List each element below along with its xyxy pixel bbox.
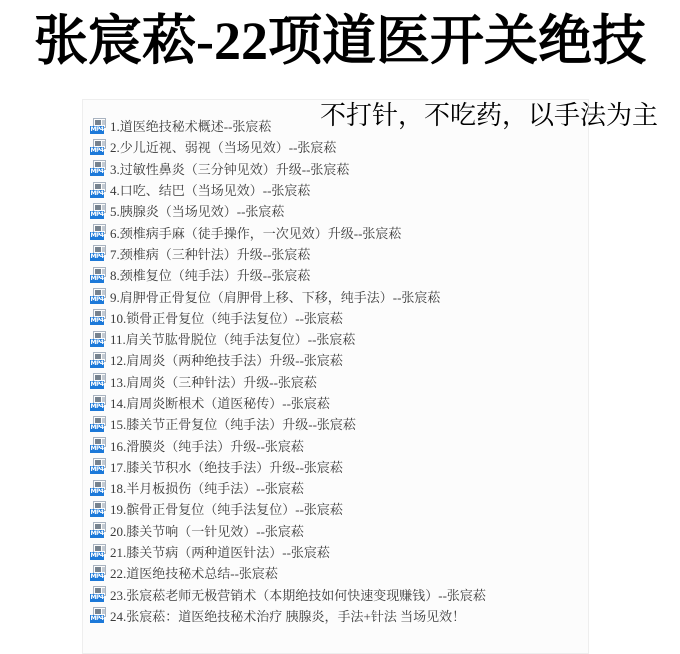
file-name: 4.口吃、结巴（当场见效）--张宸菘 bbox=[110, 183, 311, 199]
file-list-item[interactable] bbox=[90, 520, 588, 541]
file-name: 18.半月板损伤（纯手法）--张宸菘 bbox=[110, 481, 304, 497]
mp4-file-icon bbox=[90, 501, 106, 517]
file-list-item[interactable] bbox=[90, 136, 588, 157]
mp4-file-icon bbox=[90, 607, 106, 623]
mp4-file-icon bbox=[90, 288, 106, 304]
file-list-item[interactable] bbox=[90, 392, 588, 413]
file-list-item[interactable] bbox=[90, 200, 588, 221]
mp4-badge: MP4 bbox=[90, 615, 104, 623]
file-name: 12.肩周炎（两种绝技手法）升级--张宸菘 bbox=[110, 353, 343, 369]
mp4-badge: MP4 bbox=[90, 146, 104, 154]
mp4-file-icon bbox=[90, 203, 106, 219]
file-name: 22.道医绝技秘术总结--张宸菘 bbox=[110, 566, 278, 582]
file-name: 9.肩胛骨正骨复位（肩胛骨上移、下移，纯手法）--张宸菘 bbox=[110, 289, 441, 305]
mp4-badge: MP4 bbox=[90, 274, 104, 282]
mp4-file-icon bbox=[90, 118, 106, 134]
file-list-item[interactable] bbox=[90, 456, 588, 477]
file-name: 15.膝关节正骨复位（纯手法）升级--张宸菘 bbox=[110, 417, 356, 433]
file-list-item[interactable] bbox=[90, 541, 588, 562]
file-name: 10.锁骨正骨复位（纯手法复位）--张宸菘 bbox=[110, 310, 343, 326]
file-list-item[interactable] bbox=[90, 413, 588, 434]
mp4-file-icon bbox=[90, 373, 106, 389]
mp4-file-icon bbox=[90, 352, 106, 368]
mp4-badge: MP4 bbox=[90, 338, 104, 346]
file-name: 23.张宸菘老师无极营销术（本期绝技如何快速变现赚钱）--张宸菘 bbox=[110, 587, 486, 603]
mp4-badge: MP4 bbox=[90, 572, 104, 580]
mp4-file-icon bbox=[90, 245, 106, 261]
file-name: 16.滑膜炎（纯手法）升级--张宸菘 bbox=[110, 438, 304, 454]
mp4-badge: MP4 bbox=[90, 594, 104, 602]
page-title: 张宸菘-22项道医开关绝技 bbox=[34, 11, 646, 71]
file-name: 7.颈椎病（三种针法）升级--张宸菘 bbox=[110, 246, 311, 262]
mp4-badge: MP4 bbox=[90, 445, 104, 453]
mp4-file-icon bbox=[90, 586, 106, 602]
mp4-badge: MP4 bbox=[90, 508, 104, 516]
file-list-item[interactable] bbox=[90, 158, 588, 179]
mp4-badge: MP4 bbox=[90, 402, 104, 410]
mp4-file-icon bbox=[90, 522, 106, 538]
file-list-item[interactable] bbox=[90, 584, 588, 605]
file-name: 3.过敏性鼻炎（三分钟见效）升级--张宸菘 bbox=[110, 161, 350, 177]
mp4-badge: MP4 bbox=[90, 253, 104, 261]
file-list-item[interactable] bbox=[90, 498, 588, 519]
mp4-badge: MP4 bbox=[90, 381, 104, 389]
file-list-item[interactable] bbox=[90, 562, 588, 583]
mp4-file-icon bbox=[90, 139, 106, 155]
file-name: 24.张宸菘：道医绝技秘术治疗 胰腺炎，手法+针法 当场见效！ bbox=[110, 608, 466, 624]
mp4-file-icon bbox=[90, 331, 106, 347]
mp4-badge: MP4 bbox=[90, 317, 104, 325]
file-list-item[interactable] bbox=[90, 349, 588, 370]
file-list-item[interactable] bbox=[90, 328, 588, 349]
file-name: 21.膝关节病（两种道医针法）--张宸菘 bbox=[110, 545, 330, 561]
mp4-file-icon bbox=[90, 395, 106, 411]
mp4-badge: MP4 bbox=[90, 487, 104, 495]
file-list-item[interactable] bbox=[90, 307, 588, 328]
file-name: 13.肩周炎（三种针法）升级--张宸菘 bbox=[110, 374, 317, 390]
file-list-item[interactable] bbox=[90, 221, 588, 242]
file-name: 17.膝关节积水（绝技手法）升级--张宸菘 bbox=[110, 459, 343, 475]
file-name: 8.颈椎复位（纯手法）升级--张宸菘 bbox=[110, 268, 311, 284]
mp4-badge: MP4 bbox=[90, 359, 104, 367]
mp4-badge: MP4 bbox=[90, 551, 104, 559]
file-list-item[interactable] bbox=[90, 285, 588, 306]
file-name: 1.道医绝技秘术概述--张宸菘 bbox=[110, 119, 272, 135]
file-list-item[interactable] bbox=[90, 434, 588, 455]
file-list-item[interactable] bbox=[90, 179, 588, 200]
file-name: 6.颈椎病手麻（徒手操作，一次见效）升级--张宸菘 bbox=[110, 225, 402, 241]
file-list-item[interactable] bbox=[90, 605, 588, 626]
file-list-item[interactable] bbox=[90, 243, 588, 264]
file-name: 2.少儿近视、弱视（当场见效）--张宸菘 bbox=[110, 140, 337, 156]
mp4-file-icon bbox=[90, 458, 106, 474]
file-list bbox=[83, 100, 588, 626]
file-name: 14.肩周炎断根术（道医秘传）--张宸菘 bbox=[110, 396, 330, 411]
file-name: 20.膝关节响（一针见效）--张宸菘 bbox=[110, 523, 304, 539]
mp4-file-icon bbox=[90, 160, 106, 176]
mp4-file-icon bbox=[90, 437, 106, 453]
mp4-file-icon bbox=[90, 416, 106, 432]
mp4-badge: MP4 bbox=[90, 423, 104, 431]
file-list-item[interactable] bbox=[90, 264, 588, 285]
mp4-file-icon bbox=[90, 267, 106, 283]
file-name: 19.髌骨正骨复位（纯手法复位）--张宸菘 bbox=[110, 502, 343, 518]
mp4-badge: MP4 bbox=[90, 232, 104, 240]
file-name: 11.肩关节肱骨脱位（纯手法复位）--张宸菘 bbox=[110, 332, 356, 348]
mp4-badge: MP4 bbox=[90, 125, 104, 133]
mp4-badge: MP4 bbox=[90, 296, 104, 304]
mp4-file-icon bbox=[90, 309, 106, 325]
mp4-file-icon bbox=[90, 182, 106, 198]
file-list-panel bbox=[82, 99, 589, 654]
mp4-badge: MP4 bbox=[90, 466, 104, 474]
mp4-badge: MP4 bbox=[90, 168, 104, 176]
mp4-badge: MP4 bbox=[90, 189, 104, 197]
mp4-badge: MP4 bbox=[90, 210, 104, 218]
file-list-item[interactable] bbox=[90, 371, 588, 392]
mp4-badge: MP4 bbox=[90, 530, 104, 538]
mp4-file-icon bbox=[90, 565, 106, 581]
file-name: 5.胰腺炎（当场见效）--张宸菘 bbox=[110, 204, 285, 220]
mp4-file-icon bbox=[90, 544, 106, 560]
mp4-file-icon bbox=[90, 224, 106, 240]
file-list-item[interactable] bbox=[90, 477, 588, 498]
mp4-file-icon bbox=[90, 480, 106, 496]
page-subtitle: 不打针，不吃药，以手法为主 bbox=[319, 101, 658, 130]
